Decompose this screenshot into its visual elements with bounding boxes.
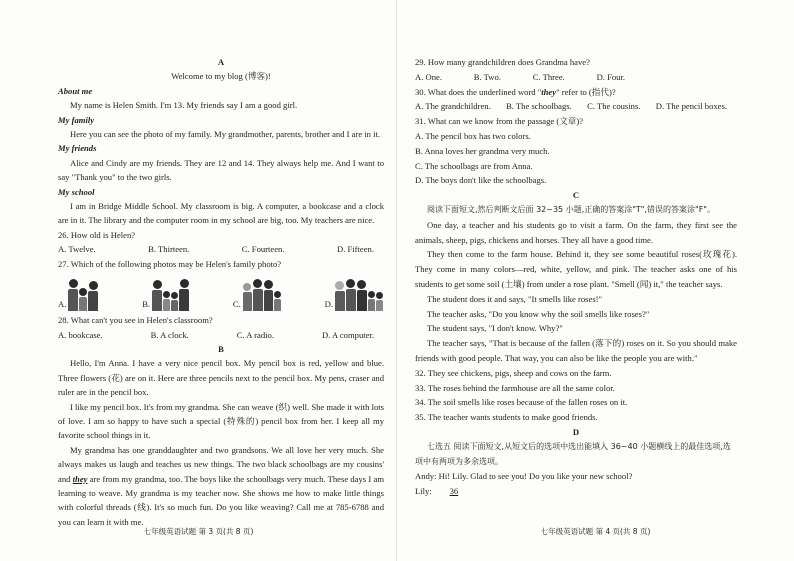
passage-c-paragraph-1: One day, a teacher and his students go to visit a farm. On the farm, they first see the animals, sheep, pigs, chickens and horses. They all have a good time. <box>415 219 737 245</box>
about-me-heading: About me <box>58 85 93 96</box>
statement-33: 33. The roses behind the farmhouse are all the same color. <box>415 382 615 393</box>
section-d-heading: D <box>572 426 580 437</box>
person-figure <box>79 288 87 311</box>
passage-b-paragraph-1: Hello, I'm Anna. I have a very nice pencil box. My pencil box is red, yellow and blue. Three flowers (花) are on it. Here are three pencils next to the pencil box. My pens, craser and ruler are in the pencil box. <box>58 358 384 398</box>
option-d: D. Four. <box>596 71 625 82</box>
option-c: C. Three. <box>532 71 565 82</box>
question-26-options <box>58 242 384 256</box>
page-footer-left: 七年级英语试题 第 3 页(共 8 页) <box>143 527 254 536</box>
option-b: B. A clock. <box>150 329 189 340</box>
photo-c <box>233 279 282 311</box>
person-figure <box>179 279 189 311</box>
speaker-lily: Lily: <box>415 486 432 497</box>
person-figure <box>171 292 178 311</box>
question-29-options <box>415 70 635 85</box>
question-text: 30. What does the underlined word " <box>415 86 542 97</box>
option-a: A. The pencil box has two colors. <box>415 130 531 141</box>
section-b-heading: B <box>218 343 224 354</box>
question-28-options <box>58 328 384 342</box>
option-a: A. Twelve. <box>58 244 96 255</box>
question-26: 26. How old is Helen? <box>58 229 136 240</box>
person-figure <box>163 291 170 311</box>
dialogue-lily <box>415 484 737 499</box>
section-c-heading: C <box>572 190 580 201</box>
person-figure <box>152 280 162 311</box>
option-c: C. Fourteen. <box>241 244 285 255</box>
photo-a-label: A. <box>58 298 67 309</box>
option-a: A. One. <box>415 71 442 82</box>
photo-c-label: C. <box>232 298 241 309</box>
photo-a <box>58 279 99 311</box>
option-d: D. Fifteen. <box>337 244 374 255</box>
option-a: A. bookcase. <box>58 329 103 340</box>
person-figure <box>368 291 375 311</box>
passage-b-paragraph-2: I like my pencil box. It's from my grandma. She can weave (织) well. She made it with lots of love. I am so happy to have such a special (特殊的) pencil box from her. I keep all my favorite school things in it. <box>58 401 384 441</box>
person-figure <box>253 279 263 311</box>
person-figure <box>264 280 273 311</box>
option-b: B. Two. <box>473 71 501 82</box>
statement-32: 32. They see chickens, pigs, sheep and cows on the farm. <box>415 367 612 378</box>
section-d-instruction: 七选五 阅读下面短文,从短文后的选项中选出能填入 36~40 小题横线上的最佳选项,选项中有两项为多余选项。 <box>415 441 731 466</box>
my-friends-heading: My friends <box>58 143 97 154</box>
person-figure <box>68 279 78 311</box>
photo-d-label: D. <box>324 298 333 309</box>
passage-c-paragraph-5: The student says, "I don't know. Why?" <box>427 323 563 334</box>
answer-blank-36: 36 <box>449 486 459 497</box>
passage-c-paragraph-4: The teacher asks, "Do you know why the soil smells like roses?" <box>427 308 650 319</box>
option-c: C. The schoolbags are from Anna. <box>415 160 533 171</box>
page-footer-right: 七年级英语试题 第 4 页(共 8 页) <box>540 527 651 536</box>
right-page <box>397 0 794 561</box>
section-a-heading: A <box>217 57 225 67</box>
question-30-options <box>415 99 737 114</box>
person-figure <box>346 279 356 311</box>
option-c: C. A radio. <box>236 329 274 340</box>
statement-34: 34. The soil smells like roses because of the fallen roses on it. <box>415 397 628 408</box>
question-text: " refer to (指代)? <box>556 86 616 97</box>
my-family-heading: My family <box>58 114 95 125</box>
dialogue-andy: Andy: Hi! Lily. Glad to see you! Do you like your new school? <box>415 471 633 482</box>
option-d: D. The pencil boxes. <box>655 101 727 112</box>
person-figure <box>376 292 383 311</box>
passage-c-paragraph-6: The teacher says, "That is because of the fallen (落下的) roses on it. So you should make friends with good people. That way, you can also be like the people you are with." <box>415 338 737 363</box>
paragraph-text: are from my grandma, too. The boys like the schoolbags very much. These days I am learning to weave. My grandma is my teacher now. She shows me how to make little things with colorful threads (线). It's so much fun. Do you like weaving? Call me at 785-6788 and you can learn it with me. <box>58 473 384 527</box>
question-31: 31. What can we know from the passage (文章)? <box>415 116 584 127</box>
option-a: A. The grandchildren. <box>415 101 491 112</box>
right-column <box>415 55 737 499</box>
option-b: B. Anna loves her grandma very much. <box>415 145 550 156</box>
statement-35: 35. The teacher wants students to make good friends. <box>415 412 598 423</box>
about-me-text: My name is Helen Smith. I'm 13. My friends say I am a good girl. <box>70 100 298 111</box>
quoted-word-they: they <box>541 86 557 97</box>
option-c: C. The cousins. <box>587 101 641 112</box>
question-28: 28. What can't you see in Helen's classroom? <box>58 315 213 326</box>
passage-b-paragraph-3 <box>58 443 384 529</box>
photo-b <box>142 279 190 311</box>
underlined-word-they: they <box>72 473 88 484</box>
person-figure <box>357 280 367 311</box>
person-figure <box>274 291 281 311</box>
option-b: B. Thirteen. <box>148 244 190 255</box>
my-school-heading: My school <box>58 186 95 197</box>
person-figure <box>243 283 252 311</box>
paragraph-text: My grandma has one granddaughter and two grandsons. We all love her very much. She always makes us laugh and teaches us new things. The two black schoolbags are my cousins' and <box>58 444 384 484</box>
question-27: 27. Which of the following photos may be Helen's family photo? <box>58 258 282 269</box>
photo-d <box>325 279 384 311</box>
my-friends-text: Alice and Cindy are my friends. They are 12 and 14. They always help me. And I want to say "Thank you" to the two girls. <box>58 157 384 183</box>
person-figure <box>88 281 98 311</box>
left-column <box>58 55 384 529</box>
option-d: D. The boys don't like the schoolbags. <box>415 175 547 186</box>
section-c-instruction: 阅读下面短文,然后判断文后面 32~35 小题,正确的答案涂"T",错误的答案涂"F"。 <box>427 204 715 214</box>
my-family-text: Here you can see the photo of my family. My grandmother, parents, brother and I are in it. <box>70 129 381 140</box>
my-school-text: I am in Bridge Middle School. My classroom is big. A computer, a bookcase and a clock are in it. The library and the computer room in my school are big, too. My teachers are nice. <box>58 201 384 226</box>
question-30 <box>415 85 737 100</box>
passage-c-paragraph-2: They then come to the farm house. Behind it, they see some beautiful roses(玫瑰花). They come in many colors—red, white, yellow, and pink. The teacher asks one of his students to get some soil (土壤) from under a rose plant. "Smell (闻) it," the teacher says. <box>415 249 737 289</box>
passage-c-paragraph-3: The student does it and says, "It smells like roses!" <box>427 293 603 304</box>
photo-b-label: B. <box>142 298 151 309</box>
blog-title: Welcome to my blog (博客)! <box>171 71 271 82</box>
family-photos <box>58 273 384 311</box>
option-d: D. A computer. <box>321 329 374 340</box>
option-b: B. The schoolbags. <box>506 101 572 112</box>
person-figure <box>335 281 345 311</box>
question-29: 29. How many grandchildren does Grandma have? <box>415 57 590 67</box>
